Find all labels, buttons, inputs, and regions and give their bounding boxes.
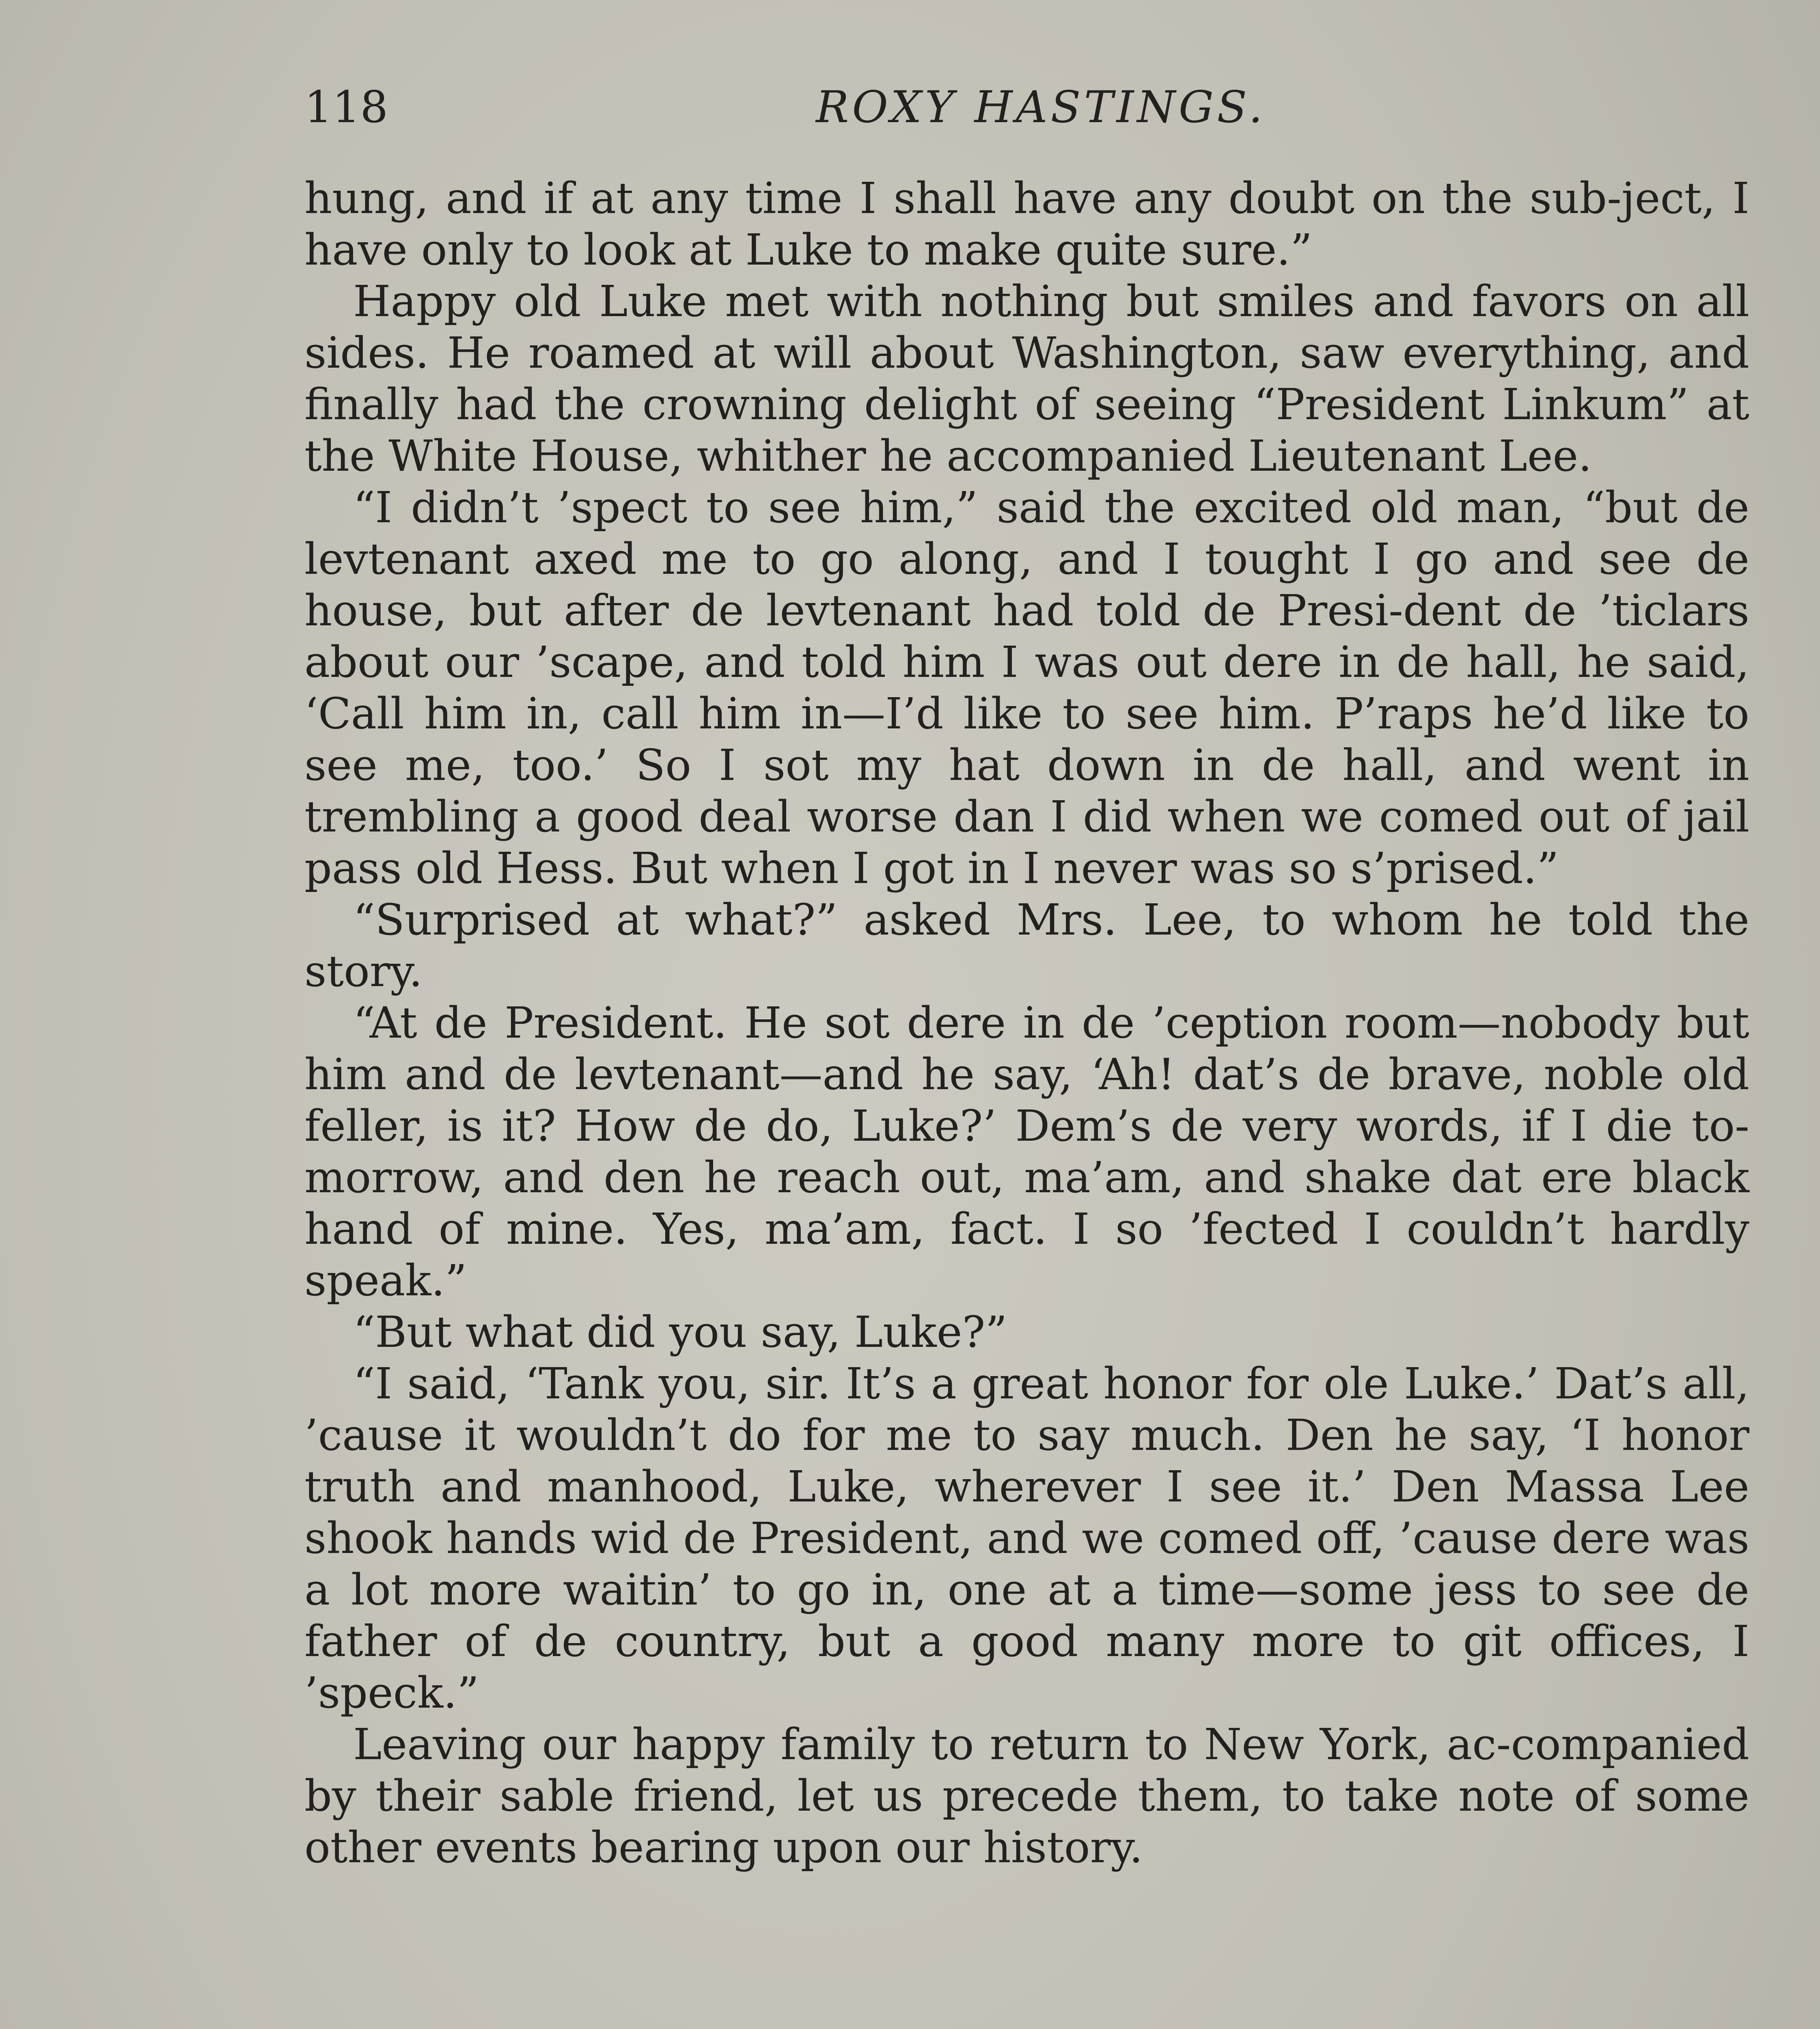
- running-head: [304, 77, 1749, 138]
- paragraph: Leaving our happy family to return to New York, ac-companied by their sable friend, let us precede them, to take note of some other events bearing upon our history.: [304, 1719, 1749, 1872]
- paragraph: “But what did you say, Luke?”: [353, 1307, 1007, 1357]
- paragraph: Happy old Luke met with nothing but smiles and favors on all sides. He roamed at will about Washington, saw everything, and finally had the crowning delight of seeing “President Linkum” at the White House, whither he accompanied Lieutenant Lee.: [304, 276, 1749, 481]
- paragraph: “I said, ‘Tank you, sir. It’s a great honor for ole Luke.’ Dat’s all, ’cause it wouldn’t do for me to say much. Den he say, ‘I honor truth and manhood, Luke, wherever I see it.’ Den Massa Lee shook hands wid de President, and we comed off, ’cause dere was a lot more waitin’ to go in, one at a time—some jess to see de father of de country, but a good many more to git offices, I ’speck.”: [304, 1359, 1749, 1718]
- page-number: 118: [304, 82, 388, 133]
- paragraph: “At de President. He sot dere in de ’ception room—nobody but him and de levtenant—and he say, ‘Ah! dat’s de brave, noble old feller, is it? How de do, Luke?’ Dem’s de very words, if I die to-morrow, and den he reach out, ma’am, and shake dat ere black hand of mine. Yes, ma’am, fact. I so ’fected I couldn’t hardly speak.”: [304, 998, 1749, 1305]
- paragraph-continued: hung, and if at any time I shall have any doubt on the sub-ject, I have only to look at Luke to make quite sure.”: [304, 173, 1749, 275]
- paragraph: “Surprised at what?” asked Mrs. Lee, to whom he told the story.: [304, 895, 1749, 996]
- running-title: ROXY HASTINGS.: [816, 82, 1266, 133]
- paragraph: “I didn’t ’spect to see him,” said the excited old man, “but de levtenant axed me to go along, and I tought I go and see de house, but after de levtenant had told de Presi-dent de ’ticlars about our ’scape, and told him I was out dere in de hall, he said, ‘Call him in, call him in—I’d like to see him. P’raps he’d like to see me, too.’ So I sot my hat down in de hall, and went in trembling a good deal worse dan I did when we comed out of jail pass old Hess. But when I got in I never was so s’prised.”: [304, 482, 1749, 893]
- body-text: [304, 172, 1749, 1873]
